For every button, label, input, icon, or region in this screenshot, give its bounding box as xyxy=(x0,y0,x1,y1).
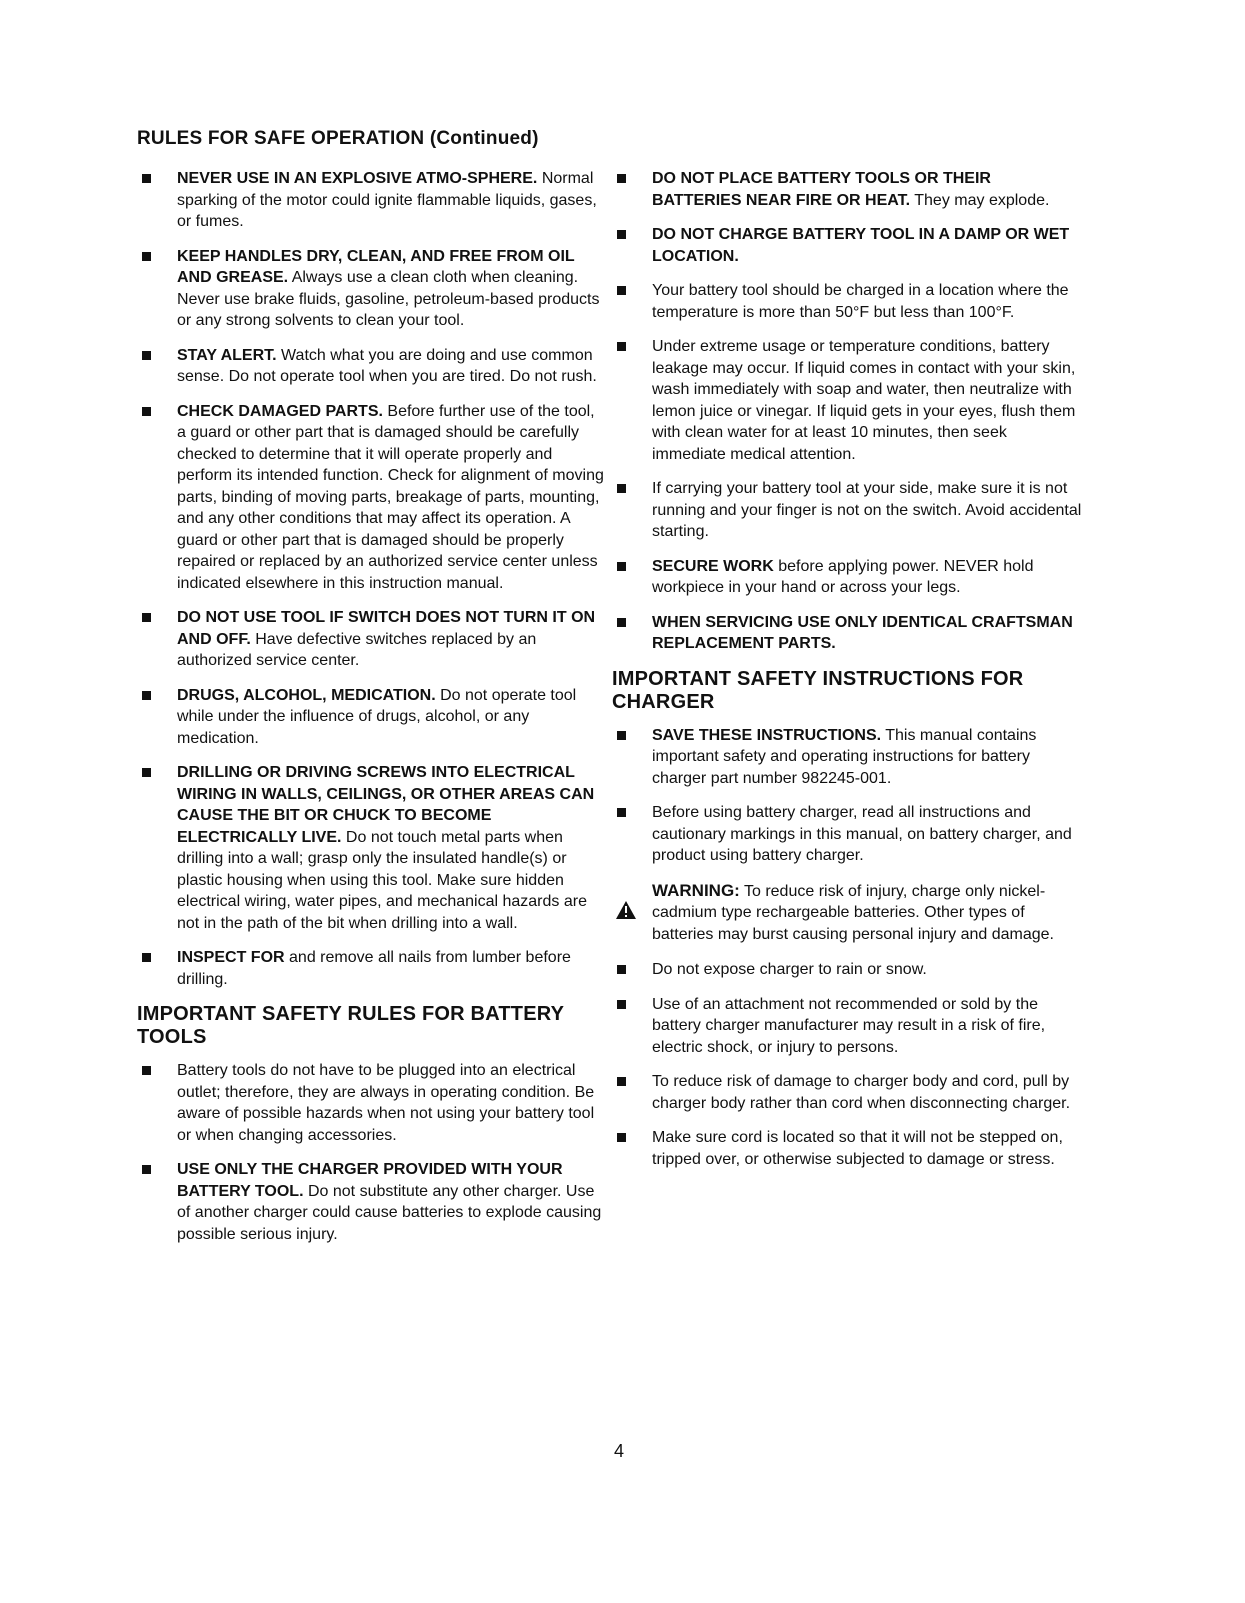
rule-text: They may explode. xyxy=(914,191,1050,209)
rule-lead: NEVER USE IN AN EXPLOSIVE ATMO-SPHERE. xyxy=(177,170,538,187)
rule-lead: DO NOT PLACE BATTERY TOOLS OR THEIR BATTERIES NEAR FIRE OR HEAT. xyxy=(652,170,991,209)
rule-item xyxy=(137,246,605,332)
rule-item xyxy=(137,947,605,990)
charger-section-title: IMPORTANT SAFETY INSTRUCTIONS FOR CHARGER xyxy=(612,667,1024,713)
right-column xyxy=(612,168,1082,1183)
battery-rules-list xyxy=(137,1060,605,1245)
rule-text: Your battery tool should be charged in a location where the temperature is more than 50°F but less than 100°F. xyxy=(652,282,1069,321)
left-rules-list xyxy=(137,168,605,990)
rule-item xyxy=(137,168,605,233)
left-column xyxy=(137,168,605,1258)
rule-item xyxy=(612,612,1082,655)
rule-text: Have defective switches replaced by an authorized service center. xyxy=(177,630,537,669)
rule-lead: DRUGS, ALCOHOL, MEDICATION. xyxy=(177,686,436,704)
rule-lead: DRILLING OR DRIVING SCREWS INTO ELECTRICAL WIRING IN WALLS, CEILINGS, OR OTHER AREAS CAN CAUSE THE BIT OR CHUCK TO BECOME ELECTRICALLY LIVE. xyxy=(177,764,595,846)
rule-item xyxy=(612,959,1082,981)
rule-item xyxy=(137,1159,605,1245)
rule-text: Watch what you are doing and use common sense. Do not operate tool when you are tired. Do not rush. xyxy=(177,346,597,385)
rule-item xyxy=(612,478,1082,543)
rule-text: Make sure cord is located so that it will not be stepped on, tripped over, or otherwise subjected to damage or stress. xyxy=(652,1129,1063,1168)
rule-item xyxy=(137,401,605,595)
rule-item xyxy=(612,994,1082,1059)
rule-lead: USE ONLY THE CHARGER PROVIDED WITH YOUR BATTERY TOOL. xyxy=(177,1161,563,1200)
rule-lead: STAY ALERT. xyxy=(177,346,277,364)
rule-item xyxy=(612,802,1082,867)
rule-text: Use of an attachment not recommended or sold by the battery charger manufacturer may result in a risk of fire, electric shock, or injury to persons. xyxy=(652,995,1046,1056)
rule-text: Do not touch metal parts when drilling into a wall; grasp only the insulated handle(s) or plastic housing when using this tool. Make sure hidden electrical wiring, water pipes, and mechanical hazards are not in the path of the bit when drilling into a wall. xyxy=(177,828,587,932)
rule-item xyxy=(137,345,605,388)
rule-text: Battery tools do not have to be plugged into an electrical outlet; therefore, they are always in operating condition. Be aware of possible hazards when not using your battery tool or when changing accessories. xyxy=(177,1062,595,1144)
rule-text: Before further use of the tool, a guard or other part that is damaged should be carefully checked to determine that it will operate properly and perform its intended function. Check for alignment of moving parts, binding of moving parts, breakage of parts, mounting, and any other conditions that may affect its operation. A guard or other part that is damaged should be properly repaired or replaced by an authorized service center unless indicated elsewhere in this instruction manual. xyxy=(177,402,604,592)
charger-rules-list-2 xyxy=(612,959,1082,1170)
rule-text: before applying power. NEVER hold workpiece in your hand or across your legs. xyxy=(652,557,1034,596)
rule-item xyxy=(137,762,605,934)
rule-item xyxy=(612,725,1082,790)
warning-text: To reduce risk of injury, charge only nickel-cadmium type rechargeable batteries. Other types of batteries may burst causing personal injury and damage. xyxy=(652,882,1054,943)
rule-item xyxy=(612,556,1082,599)
page-heading: RULES FOR SAFE OPERATION (Continued) xyxy=(137,128,539,149)
rule-item xyxy=(137,685,605,750)
rule-text: Always use a clean cloth when cleaning. Never use brake fluids, gasoline, petroleum-based products or any strong solvents to clean your tool. xyxy=(177,269,600,329)
rule-item xyxy=(137,1060,605,1146)
rule-item xyxy=(612,168,1082,211)
charger-rules-list xyxy=(612,725,1082,867)
rule-lead: WHEN SERVICING USE ONLY IDENTICAL CRAFTSMAN REPLACEMENT PARTS. xyxy=(652,613,1073,652)
rule-lead: DO NOT CHARGE BATTERY TOOL IN A DAMP OR WET LOCATION. xyxy=(652,226,1070,265)
rule-lead: SAVE THESE INSTRUCTIONS. xyxy=(652,726,882,744)
rule-text: Normal sparking of the motor could ignite flammable liquids, gases, or fumes. xyxy=(177,170,597,230)
rule-item xyxy=(612,1071,1082,1114)
rule-item xyxy=(612,280,1082,323)
warning-label: WARNING: xyxy=(652,880,740,900)
warning-block xyxy=(612,880,1082,946)
rule-item xyxy=(612,1127,1082,1170)
rule-text: Do not operate tool while under the influence of drugs, alcohol, or any medication. xyxy=(177,686,577,747)
rule-text: Under extreme usage or temperature conditions, battery leakage may occur. If liquid comes in contact with your skin, wash immediately with soap and water, then neutralize with lemon juice or vinegar. If liquid gets in your eyes, flush them with clean water for at least 10 minutes, then seek immediate medical attention. xyxy=(652,338,1076,463)
rule-text: If carrying your battery tool at your side, make sure it is not running and your finger is not on the switch. Avoid accidental starting. xyxy=(652,480,1082,540)
rule-lead: INSPECT FOR xyxy=(177,949,285,966)
rule-text: To reduce risk of damage to charger body and cord, pull by charger body rather than cord when disconnecting charger. xyxy=(652,1073,1071,1112)
warning-triangle-icon xyxy=(615,900,637,920)
page-number: 4 xyxy=(614,1441,625,1461)
rule-item xyxy=(137,607,605,672)
rule-item xyxy=(612,224,1082,267)
battery-section-title: IMPORTANT SAFETY RULES FOR BATTERY TOOLS xyxy=(137,1003,564,1048)
rule-lead: SECURE WORK xyxy=(652,557,774,575)
rule-text: This manual contains important safety and operating instructions for battery charger part number 982245-001. xyxy=(652,726,1037,787)
right-rules-list xyxy=(612,168,1082,655)
rule-lead: DO NOT USE TOOL IF SWITCH DOES NOT TURN IT ON AND OFF. xyxy=(177,609,596,648)
rule-item xyxy=(612,336,1082,465)
rule-text: Before using battery charger, read all instructions and cautionary markings in this manual, on battery charger, and product using battery charger. xyxy=(652,804,1072,864)
rule-lead: KEEP HANDLES DRY, CLEAN, AND FREE FROM OIL AND GREASE. xyxy=(177,247,575,286)
rule-lead: CHECK DAMAGED PARTS. xyxy=(177,402,383,420)
rule-text: Do not expose charger to rain or snow. xyxy=(652,961,927,978)
rule-text: and remove all nails from lumber before drilling. xyxy=(177,949,571,988)
rule-text: Do not substitute any other charger. Use of another charger could cause batteries to explode causing possible serious injury. xyxy=(177,1182,602,1243)
